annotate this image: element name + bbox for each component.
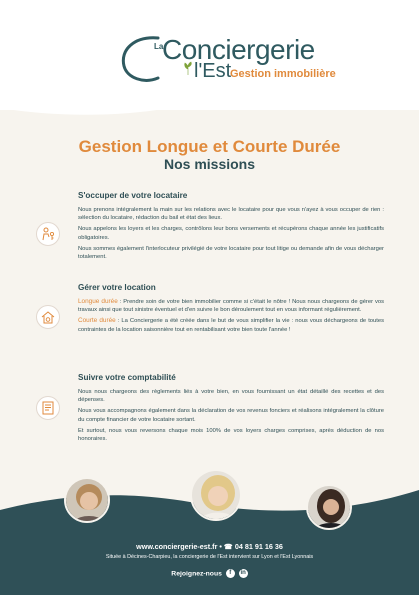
page-title: Gestion Longue et Courte Durée <box>78 137 341 156</box>
page-subtitle: Nos missions <box>163 156 256 172</box>
header-wave <box>0 88 419 128</box>
section-paragraph: Nous prenons intégralement la main sur les relations avec le locataire pour que vous n'ayez à vous occuper de rien : sélection du locataire, rédaction du bail et état des lieux. <box>78 207 384 222</box>
separator: • <box>219 542 222 551</box>
brand-logo[interactable] <box>108 30 348 90</box>
section-paragraph: Nous vous accompagnons également dans la déclaration de vos revenus fonciers et réalisons intégralement la clôture du compte financier de votre locataire sortant. <box>78 408 384 423</box>
section-paragraph: Nous appelons les loyers et les charges, contrôlons leur bons versements et récupérons chaque année les justificatifs obligatoires. <box>78 226 384 241</box>
logo-la: La <box>154 42 164 51</box>
house-gear-icon <box>36 305 60 329</box>
item-text: : Prendre soin de votre bien immobilier comme si c'était le nôtre ! Nous nous chargeons de gérer vos travaux ainsi que tout sinistre éventuel et d'en suivre le bon déroulement tout en vous informant régulièrement. <box>78 299 384 314</box>
section-paragraph: Et surtout, nous vous reversons chaque mois 100% de vos loyers charges comprises, après déduction de nos honoraires. <box>78 427 384 443</box>
footer-contact <box>0 542 419 551</box>
team-photo-avatar <box>306 484 352 530</box>
section-heading: Suivre votre comptabilité <box>78 373 176 382</box>
section-item <box>78 298 384 314</box>
logo-leaf-icon <box>183 61 193 75</box>
join-label: Rejoignez-nous <box>171 570 222 578</box>
facebook-icon[interactable]: f <box>226 569 235 578</box>
footer-social <box>0 569 419 578</box>
section-paragraph: Nous nous chargeons des règlements liés à votre bien, en vous fournissant un état détaillé des recettes et des dépenses. <box>78 389 384 404</box>
linkedin-icon[interactable]: in <box>240 570 246 576</box>
section-heading: S'occuper de votre locataire <box>78 191 188 200</box>
team-photo-avatar <box>64 477 110 523</box>
section-rental <box>78 283 384 337</box>
section-accounting <box>78 373 384 446</box>
logo-est: l'Est <box>194 60 232 82</box>
key-person-icon <box>36 222 60 246</box>
item-label: Longue durée <box>78 298 118 305</box>
item-text: : La Conciergerie a été créée dans le but de vous simplifier la vie : nous vous déchargeons de toutes contraintes de la location saisonnière tout en rentabilisant votre bien toute l'année ! <box>78 318 384 333</box>
team-photo-avatar <box>190 469 242 521</box>
logo-tagline: Gestion immobilière <box>230 68 336 80</box>
section-item <box>78 317 384 333</box>
phone-icon: ☎ <box>223 542 233 551</box>
ledger-icon <box>36 396 60 420</box>
website-link[interactable]: www.conciergerie-est.fr <box>136 542 218 551</box>
phone-number[interactable]: 04 81 91 16 36 <box>234 542 283 551</box>
logo-name: Conciergerie <box>162 34 315 65</box>
section-heading: Gérer votre location <box>78 283 156 292</box>
section-tenant <box>78 191 384 264</box>
footer-location: Située à Décines-Charpieu, la conciergerie de l'Est intervient sur Lyon et l'Est Lyonnais <box>105 554 314 560</box>
item-label: Courte durée <box>78 317 116 325</box>
section-paragraph: Nous sommes également l'interlocuteur privilégié de votre locataire pour tout litige ou demande afin de vous décharger totalement. <box>78 245 384 261</box>
